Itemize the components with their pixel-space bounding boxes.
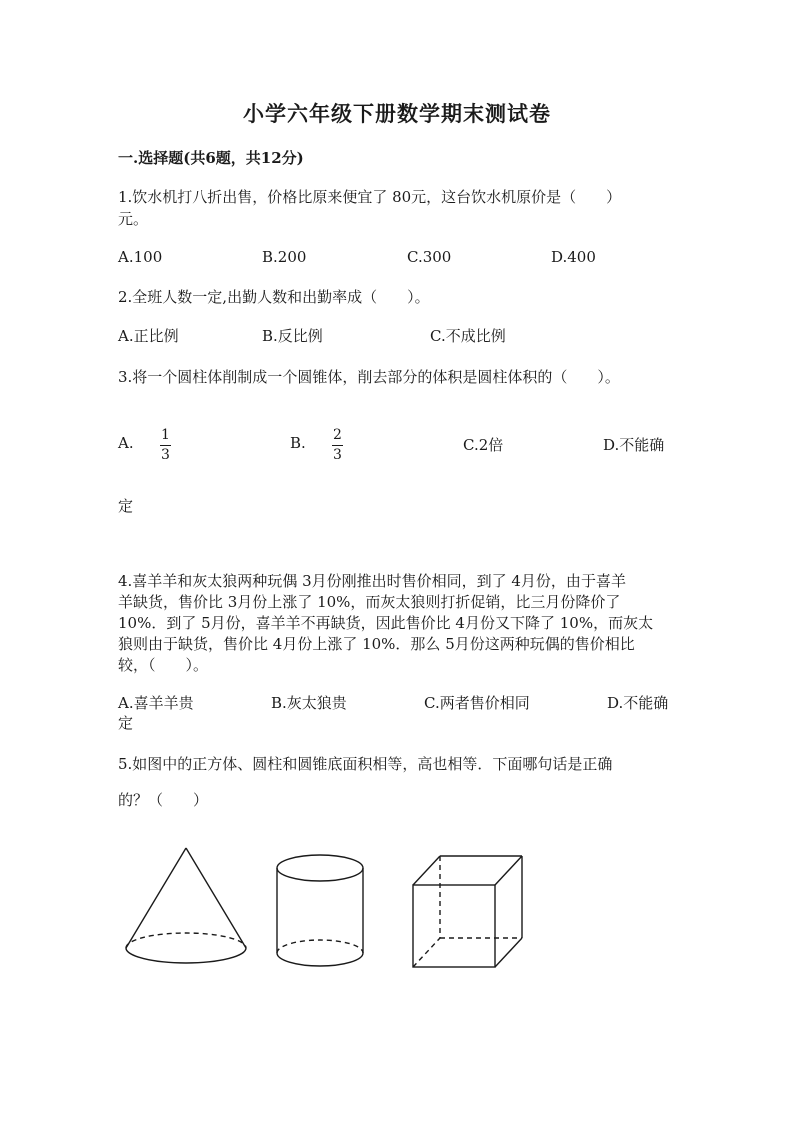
question-4-option-a: A.喜羊羊贵 bbox=[118, 694, 194, 712]
question-4-line-4: 狼则由于缺货，售价比 4月份上涨了 10%．那么 5月份这两种玩偶的售价相比 bbox=[118, 635, 635, 653]
question-1-option-c: C.300 bbox=[407, 248, 452, 266]
fraction-numerator: 1 bbox=[161, 427, 170, 443]
question-3-option-a-fraction bbox=[160, 428, 171, 463]
question-1-option-b: B.200 bbox=[262, 248, 307, 266]
question-3-option-d: D.不能确 bbox=[603, 436, 665, 454]
question-4-option-d: D.不能确 bbox=[607, 694, 669, 712]
cylinder-shape bbox=[277, 855, 363, 966]
cone-shape bbox=[126, 848, 246, 963]
fraction-numerator: 2 bbox=[333, 427, 342, 443]
question-5-line-2: 的？（ ） bbox=[118, 791, 209, 809]
question-3-text: 3.将一个圆柱体削制成一个圆锥体，削去部分的体积是圆柱体积的（ ）。 bbox=[118, 368, 620, 386]
solids-figure bbox=[118, 838, 538, 978]
fraction-bar bbox=[160, 445, 171, 446]
question-2-option-b: B.反比例 bbox=[262, 327, 323, 345]
question-4-option-b: B.灰太狼贵 bbox=[271, 694, 347, 712]
question-5-line-1: 5.如图中的正方体、圆柱和圆锥底面积相等，高也相等．下面哪句话是正确 bbox=[118, 755, 613, 773]
question-3-option-a-label: A. bbox=[118, 434, 134, 452]
question-3-option-b-fraction bbox=[332, 428, 343, 463]
page-title: 小学六年级下册数学期末测试卷 bbox=[243, 101, 551, 126]
question-4-option-d-continued: 定 bbox=[118, 714, 134, 732]
question-3-option-b-label: B. bbox=[290, 434, 306, 452]
question-4-option-c: C.两者售价相同 bbox=[424, 694, 530, 712]
question-3-option-c: C.2倍 bbox=[463, 436, 504, 454]
fraction-denominator: 3 bbox=[161, 447, 170, 463]
question-4-line-1: 4.喜羊羊和灰太狼两种玩偶 3月份刚推出时售价相同，到了 4月份，由于喜羊 bbox=[118, 572, 626, 590]
section-heading: 一.选择题(共6题，共12分) bbox=[118, 149, 304, 167]
question-2-text: 2.全班人数一定,出勤人数和出勤率成（ ）。 bbox=[118, 288, 430, 306]
question-3-option-d-continued: 定 bbox=[118, 497, 134, 515]
question-1-option-d: D.400 bbox=[551, 248, 596, 266]
question-2-option-c: C.不成比例 bbox=[430, 327, 506, 345]
question-4-line-5: 较，（ ）。 bbox=[118, 656, 209, 674]
question-1-line-2: 元。 bbox=[118, 210, 149, 228]
question-4-line-3: 10%．到了 5月份，喜羊羊不再缺货，因此售价比 4月份又下降了 10%，而灰太 bbox=[118, 614, 654, 632]
question-1-option-a: A.100 bbox=[118, 248, 163, 266]
question-4-line-2: 羊缺货，售价比 3月份上涨了 10%，而灰太狼则打折促销，比三月份降价了 bbox=[118, 593, 621, 611]
question-2-option-a: A.正比例 bbox=[118, 327, 179, 345]
cube-shape bbox=[413, 856, 522, 967]
fraction-bar bbox=[332, 445, 343, 446]
question-1-line-1: 1.饮水机打八折出售，价格比原来便宜了 80元，这台饮水机原价是（ ） bbox=[118, 188, 622, 206]
fraction-denominator: 3 bbox=[333, 447, 342, 463]
